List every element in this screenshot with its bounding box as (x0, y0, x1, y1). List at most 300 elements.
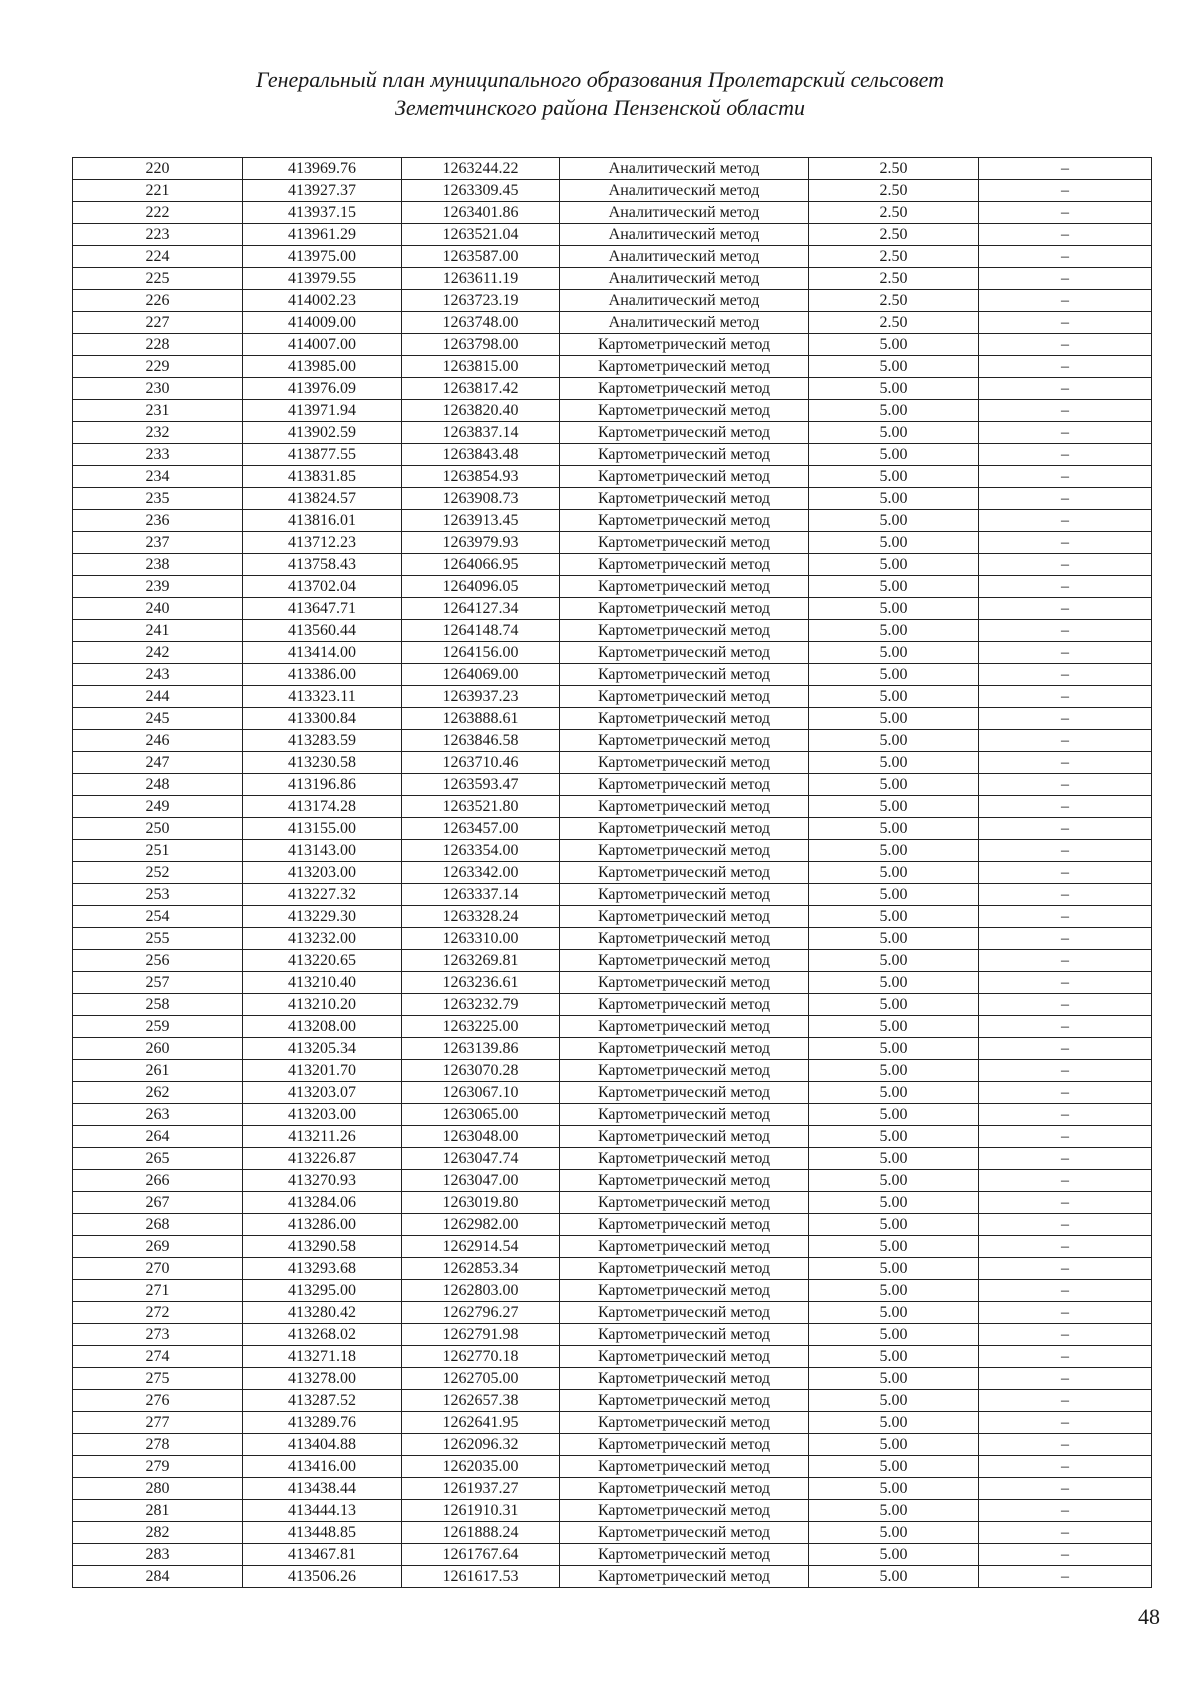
x-coordinate-cell: 413404.88 (243, 1434, 402, 1456)
y-coordinate-cell: 1263913.45 (402, 510, 560, 532)
table-body (73, 158, 1152, 1588)
y-coordinate-cell: 1264066.95 (402, 554, 560, 576)
x-coordinate-cell: 413290.58 (243, 1236, 402, 1258)
x-coordinate-cell: 413702.04 (243, 576, 402, 598)
table-row (73, 378, 1152, 400)
accuracy-cell: 5.00 (809, 1346, 979, 1368)
x-coordinate-cell: 413287.52 (243, 1390, 402, 1412)
table-row (73, 466, 1152, 488)
description-cell: – (979, 906, 1152, 928)
method-cell: Картометрический метод (560, 708, 809, 730)
accuracy-cell: 5.00 (809, 1082, 979, 1104)
accuracy-cell: 5.00 (809, 378, 979, 400)
method-cell: Картометрический метод (560, 1016, 809, 1038)
x-coordinate-cell: 413438.44 (243, 1478, 402, 1500)
point-number-cell: 275 (73, 1368, 243, 1390)
accuracy-cell: 5.00 (809, 796, 979, 818)
y-coordinate-cell: 1263269.81 (402, 950, 560, 972)
y-coordinate-cell: 1263309.45 (402, 180, 560, 202)
accuracy-cell: 2.50 (809, 290, 979, 312)
table-row (73, 224, 1152, 246)
y-coordinate-cell: 1264156.00 (402, 642, 560, 664)
description-cell: – (979, 334, 1152, 356)
y-coordinate-cell: 1264127.34 (402, 598, 560, 620)
x-coordinate-cell: 413831.85 (243, 466, 402, 488)
method-cell: Картометрический метод (560, 730, 809, 752)
method-cell: Картометрический метод (560, 1280, 809, 1302)
table-row (73, 444, 1152, 466)
x-coordinate-cell: 413143.00 (243, 840, 402, 862)
point-number-cell: 269 (73, 1236, 243, 1258)
description-cell: – (979, 378, 1152, 400)
method-cell: Картометрический метод (560, 378, 809, 400)
accuracy-cell: 5.00 (809, 1126, 979, 1148)
table-row (73, 532, 1152, 554)
point-number-cell: 283 (73, 1544, 243, 1566)
table-row (73, 1214, 1152, 1236)
page-number: 48 (1138, 1604, 1160, 1629)
description-cell: – (979, 1544, 1152, 1566)
point-number-cell: 274 (73, 1346, 243, 1368)
description-cell: – (979, 598, 1152, 620)
description-cell: – (979, 180, 1152, 202)
point-number-cell: 240 (73, 598, 243, 620)
point-number-cell: 271 (73, 1280, 243, 1302)
point-number-cell: 241 (73, 620, 243, 642)
description-cell: – (979, 664, 1152, 686)
x-coordinate-cell: 413270.93 (243, 1170, 402, 1192)
y-coordinate-cell: 1263611.19 (402, 268, 560, 290)
point-number-cell: 236 (73, 510, 243, 532)
description-cell: – (979, 796, 1152, 818)
point-number-cell: 261 (73, 1060, 243, 1082)
accuracy-cell: 5.00 (809, 1302, 979, 1324)
x-coordinate-cell: 413230.58 (243, 752, 402, 774)
description-cell: – (979, 1324, 1152, 1346)
accuracy-cell: 5.00 (809, 642, 979, 664)
point-number-cell: 251 (73, 840, 243, 862)
description-cell: – (979, 400, 1152, 422)
accuracy-cell: 5.00 (809, 686, 979, 708)
x-coordinate-cell: 413467.81 (243, 1544, 402, 1566)
description-cell: – (979, 774, 1152, 796)
table-row (73, 554, 1152, 576)
description-cell: – (979, 1368, 1152, 1390)
accuracy-cell: 5.00 (809, 1324, 979, 1346)
x-coordinate-cell: 413877.55 (243, 444, 402, 466)
point-number-cell: 229 (73, 356, 243, 378)
accuracy-cell: 5.00 (809, 554, 979, 576)
accuracy-cell: 5.00 (809, 510, 979, 532)
point-number-cell: 259 (73, 1016, 243, 1038)
description-cell: – (979, 1016, 1152, 1038)
accuracy-cell: 5.00 (809, 532, 979, 554)
x-coordinate-cell: 413283.59 (243, 730, 402, 752)
x-coordinate-cell: 413961.29 (243, 224, 402, 246)
table-row (73, 664, 1152, 686)
y-coordinate-cell: 1261937.27 (402, 1478, 560, 1500)
y-coordinate-cell: 1263310.00 (402, 928, 560, 950)
y-coordinate-cell: 1263047.74 (402, 1148, 560, 1170)
y-coordinate-cell: 1262096.32 (402, 1434, 560, 1456)
point-number-cell: 262 (73, 1082, 243, 1104)
y-coordinate-cell: 1262803.00 (402, 1280, 560, 1302)
description-cell: – (979, 1390, 1152, 1412)
table-row (73, 202, 1152, 224)
method-cell: Картометрический метод (560, 686, 809, 708)
method-cell: Картометрический метод (560, 1104, 809, 1126)
y-coordinate-cell: 1263587.00 (402, 246, 560, 268)
point-number-cell: 272 (73, 1302, 243, 1324)
x-coordinate-cell: 413210.40 (243, 972, 402, 994)
table-row (73, 1148, 1152, 1170)
description-cell: – (979, 576, 1152, 598)
point-number-cell: 260 (73, 1038, 243, 1060)
description-cell: – (979, 730, 1152, 752)
point-number-cell: 268 (73, 1214, 243, 1236)
method-cell: Картометрический метод (560, 1412, 809, 1434)
point-number-cell: 245 (73, 708, 243, 730)
point-number-cell: 265 (73, 1148, 243, 1170)
x-coordinate-cell: 413444.13 (243, 1500, 402, 1522)
coordinates-table (72, 157, 1152, 1588)
accuracy-cell: 5.00 (809, 1566, 979, 1588)
method-cell: Картометрический метод (560, 1236, 809, 1258)
point-number-cell: 282 (73, 1522, 243, 1544)
point-number-cell: 277 (73, 1412, 243, 1434)
y-coordinate-cell: 1263843.48 (402, 444, 560, 466)
point-number-cell: 278 (73, 1434, 243, 1456)
description-cell: – (979, 422, 1152, 444)
x-coordinate-cell: 413448.85 (243, 1522, 402, 1544)
table-row (73, 246, 1152, 268)
table-row (73, 334, 1152, 356)
description-cell: – (979, 950, 1152, 972)
method-cell: Картометрический метод (560, 1390, 809, 1412)
method-cell: Картометрический метод (560, 1434, 809, 1456)
point-number-cell: 270 (73, 1258, 243, 1280)
x-coordinate-cell: 413647.71 (243, 598, 402, 620)
description-cell: – (979, 1060, 1152, 1082)
description-cell: – (979, 488, 1152, 510)
method-cell: Аналитический метод (560, 312, 809, 334)
y-coordinate-cell: 1263837.14 (402, 422, 560, 444)
y-coordinate-cell: 1263817.42 (402, 378, 560, 400)
table-row (73, 1170, 1152, 1192)
point-number-cell: 273 (73, 1324, 243, 1346)
x-coordinate-cell: 413975.00 (243, 246, 402, 268)
method-cell: Картометрический метод (560, 466, 809, 488)
x-coordinate-cell: 413280.42 (243, 1302, 402, 1324)
table-row (73, 1258, 1152, 1280)
y-coordinate-cell: 1261617.53 (402, 1566, 560, 1588)
table-row (73, 752, 1152, 774)
x-coordinate-cell: 413758.43 (243, 554, 402, 576)
description-cell: – (979, 1192, 1152, 1214)
method-cell: Аналитический метод (560, 290, 809, 312)
y-coordinate-cell: 1263888.61 (402, 708, 560, 730)
point-number-cell: 248 (73, 774, 243, 796)
method-cell: Картометрический метод (560, 664, 809, 686)
method-cell: Картометрический метод (560, 1082, 809, 1104)
point-number-cell: 231 (73, 400, 243, 422)
method-cell: Картометрический метод (560, 422, 809, 444)
point-number-cell: 221 (73, 180, 243, 202)
accuracy-cell: 5.00 (809, 1456, 979, 1478)
description-cell: – (979, 1126, 1152, 1148)
point-number-cell: 256 (73, 950, 243, 972)
table-row (73, 620, 1152, 642)
accuracy-cell: 2.50 (809, 224, 979, 246)
accuracy-cell: 5.00 (809, 664, 979, 686)
point-number-cell: 279 (73, 1456, 243, 1478)
x-coordinate-cell: 413824.57 (243, 488, 402, 510)
y-coordinate-cell: 1262796.27 (402, 1302, 560, 1324)
header-line-2: Земетчинского района Пензенской области (395, 95, 805, 120)
accuracy-cell: 5.00 (809, 1280, 979, 1302)
description-cell: – (979, 554, 1152, 576)
table-row (73, 1082, 1152, 1104)
y-coordinate-cell: 1263937.23 (402, 686, 560, 708)
accuracy-cell: 5.00 (809, 884, 979, 906)
method-cell: Картометрический метод (560, 1302, 809, 1324)
y-coordinate-cell: 1263846.58 (402, 730, 560, 752)
x-coordinate-cell: 413927.37 (243, 180, 402, 202)
method-cell: Аналитический метод (560, 202, 809, 224)
point-number-cell: 255 (73, 928, 243, 950)
accuracy-cell: 2.50 (809, 246, 979, 268)
y-coordinate-cell: 1263401.86 (402, 202, 560, 224)
method-cell: Картометрический метод (560, 862, 809, 884)
table-row (73, 1522, 1152, 1544)
table-row (73, 1566, 1152, 1588)
method-cell: Картометрический метод (560, 1214, 809, 1236)
x-coordinate-cell: 413979.55 (243, 268, 402, 290)
description-cell: – (979, 1302, 1152, 1324)
description-cell: – (979, 466, 1152, 488)
method-cell: Картометрический метод (560, 598, 809, 620)
table-row (73, 1456, 1152, 1478)
description-cell: – (979, 620, 1152, 642)
accuracy-cell: 5.00 (809, 1192, 979, 1214)
accuracy-cell: 5.00 (809, 422, 979, 444)
description-cell: – (979, 1478, 1152, 1500)
accuracy-cell: 5.00 (809, 488, 979, 510)
x-coordinate-cell: 413211.26 (243, 1126, 402, 1148)
table-row (73, 422, 1152, 444)
point-number-cell: 280 (73, 1478, 243, 1500)
x-coordinate-cell: 413271.18 (243, 1346, 402, 1368)
y-coordinate-cell: 1263354.00 (402, 840, 560, 862)
accuracy-cell: 5.00 (809, 1500, 979, 1522)
x-coordinate-cell: 413205.34 (243, 1038, 402, 1060)
x-coordinate-cell: 413232.00 (243, 928, 402, 950)
description-cell: – (979, 708, 1152, 730)
y-coordinate-cell: 1261888.24 (402, 1522, 560, 1544)
accuracy-cell: 5.00 (809, 1258, 979, 1280)
y-coordinate-cell: 1263723.19 (402, 290, 560, 312)
method-cell: Картометрический метод (560, 1148, 809, 1170)
x-coordinate-cell: 413203.07 (243, 1082, 402, 1104)
description-cell: – (979, 1038, 1152, 1060)
x-coordinate-cell: 413155.00 (243, 818, 402, 840)
description-cell: – (979, 1412, 1152, 1434)
point-number-cell: 232 (73, 422, 243, 444)
method-cell: Картометрический метод (560, 1368, 809, 1390)
accuracy-cell: 5.00 (809, 1478, 979, 1500)
method-cell: Картометрический метод (560, 576, 809, 598)
x-coordinate-cell: 413969.76 (243, 158, 402, 180)
y-coordinate-cell: 1263593.47 (402, 774, 560, 796)
accuracy-cell: 5.00 (809, 576, 979, 598)
table-row (73, 1126, 1152, 1148)
y-coordinate-cell: 1263337.14 (402, 884, 560, 906)
table-row (73, 818, 1152, 840)
table-row (73, 1280, 1152, 1302)
point-number-cell: 243 (73, 664, 243, 686)
y-coordinate-cell: 1263065.00 (402, 1104, 560, 1126)
method-cell: Картометрический метод (560, 1060, 809, 1082)
table-row (73, 576, 1152, 598)
accuracy-cell: 5.00 (809, 774, 979, 796)
table-row (73, 950, 1152, 972)
table-row (73, 1324, 1152, 1346)
description-cell: – (979, 532, 1152, 554)
table-row (73, 862, 1152, 884)
x-coordinate-cell: 413278.00 (243, 1368, 402, 1390)
accuracy-cell: 5.00 (809, 334, 979, 356)
x-coordinate-cell: 413300.84 (243, 708, 402, 730)
y-coordinate-cell: 1263908.73 (402, 488, 560, 510)
method-cell: Картометрический метод (560, 840, 809, 862)
y-coordinate-cell: 1262914.54 (402, 1236, 560, 1258)
table-row (73, 598, 1152, 620)
table-row (73, 1302, 1152, 1324)
accuracy-cell: 5.00 (809, 1148, 979, 1170)
table-row (73, 158, 1152, 180)
point-number-cell: 244 (73, 686, 243, 708)
x-coordinate-cell: 413976.09 (243, 378, 402, 400)
point-number-cell: 264 (73, 1126, 243, 1148)
point-number-cell: 250 (73, 818, 243, 840)
accuracy-cell: 5.00 (809, 1544, 979, 1566)
description-cell: – (979, 1434, 1152, 1456)
y-coordinate-cell: 1263328.24 (402, 906, 560, 928)
table-row (73, 884, 1152, 906)
table-row (73, 1038, 1152, 1060)
table-row (73, 928, 1152, 950)
description-cell: – (979, 444, 1152, 466)
y-coordinate-cell: 1261910.31 (402, 1500, 560, 1522)
y-coordinate-cell: 1263710.46 (402, 752, 560, 774)
y-coordinate-cell: 1263047.00 (402, 1170, 560, 1192)
accuracy-cell: 5.00 (809, 928, 979, 950)
description-cell: – (979, 1280, 1152, 1302)
description-cell: – (979, 818, 1152, 840)
y-coordinate-cell: 1263457.00 (402, 818, 560, 840)
table-row (73, 1346, 1152, 1368)
table-row (73, 708, 1152, 730)
x-coordinate-cell: 413284.06 (243, 1192, 402, 1214)
description-cell: – (979, 994, 1152, 1016)
table-row (73, 796, 1152, 818)
point-number-cell: 235 (73, 488, 243, 510)
point-number-cell: 242 (73, 642, 243, 664)
y-coordinate-cell: 1262791.98 (402, 1324, 560, 1346)
table-row (73, 1434, 1152, 1456)
x-coordinate-cell: 413902.59 (243, 422, 402, 444)
point-number-cell: 258 (73, 994, 243, 1016)
y-coordinate-cell: 1263979.93 (402, 532, 560, 554)
point-number-cell: 266 (73, 1170, 243, 1192)
description-cell: – (979, 510, 1152, 532)
description-cell: – (979, 1500, 1152, 1522)
description-cell: – (979, 224, 1152, 246)
y-coordinate-cell: 1264096.05 (402, 576, 560, 598)
point-number-cell: 233 (73, 444, 243, 466)
description-cell: – (979, 1566, 1152, 1588)
accuracy-cell: 2.50 (809, 202, 979, 224)
x-coordinate-cell: 413295.00 (243, 1280, 402, 1302)
accuracy-cell: 5.00 (809, 598, 979, 620)
y-coordinate-cell: 1263225.00 (402, 1016, 560, 1038)
method-cell: Картометрический метод (560, 620, 809, 642)
x-coordinate-cell: 413227.32 (243, 884, 402, 906)
table-row (73, 488, 1152, 510)
point-number-cell: 249 (73, 796, 243, 818)
description-cell: – (979, 1214, 1152, 1236)
x-coordinate-cell: 413289.76 (243, 1412, 402, 1434)
table-row (73, 312, 1152, 334)
accuracy-cell: 5.00 (809, 466, 979, 488)
method-cell: Картометрический метод (560, 1324, 809, 1346)
x-coordinate-cell: 413203.00 (243, 1104, 402, 1126)
y-coordinate-cell: 1263232.79 (402, 994, 560, 1016)
x-coordinate-cell: 413268.02 (243, 1324, 402, 1346)
x-coordinate-cell: 413712.23 (243, 532, 402, 554)
method-cell: Аналитический метод (560, 158, 809, 180)
point-number-cell: 223 (73, 224, 243, 246)
table-row (73, 1544, 1152, 1566)
method-cell: Картометрический метод (560, 884, 809, 906)
accuracy-cell: 5.00 (809, 1522, 979, 1544)
point-number-cell: 227 (73, 312, 243, 334)
y-coordinate-cell: 1261767.64 (402, 1544, 560, 1566)
table-row (73, 1390, 1152, 1412)
table-row (73, 642, 1152, 664)
method-cell: Картометрический метод (560, 1522, 809, 1544)
accuracy-cell: 5.00 (809, 1236, 979, 1258)
x-coordinate-cell: 413414.00 (243, 642, 402, 664)
accuracy-cell: 5.00 (809, 1038, 979, 1060)
x-coordinate-cell: 413985.00 (243, 356, 402, 378)
table-row (73, 356, 1152, 378)
y-coordinate-cell: 1263244.22 (402, 158, 560, 180)
description-cell: – (979, 1170, 1152, 1192)
method-cell: Картометрический метод (560, 1456, 809, 1478)
table-row (73, 994, 1152, 1016)
method-cell: Картометрический метод (560, 642, 809, 664)
x-coordinate-cell: 413174.28 (243, 796, 402, 818)
description-cell: – (979, 158, 1152, 180)
description-cell: – (979, 1236, 1152, 1258)
accuracy-cell: 5.00 (809, 1214, 979, 1236)
point-number-cell: 238 (73, 554, 243, 576)
table-row (73, 1060, 1152, 1082)
x-coordinate-cell: 413201.70 (243, 1060, 402, 1082)
description-cell: – (979, 1456, 1152, 1478)
x-coordinate-cell: 413203.00 (243, 862, 402, 884)
